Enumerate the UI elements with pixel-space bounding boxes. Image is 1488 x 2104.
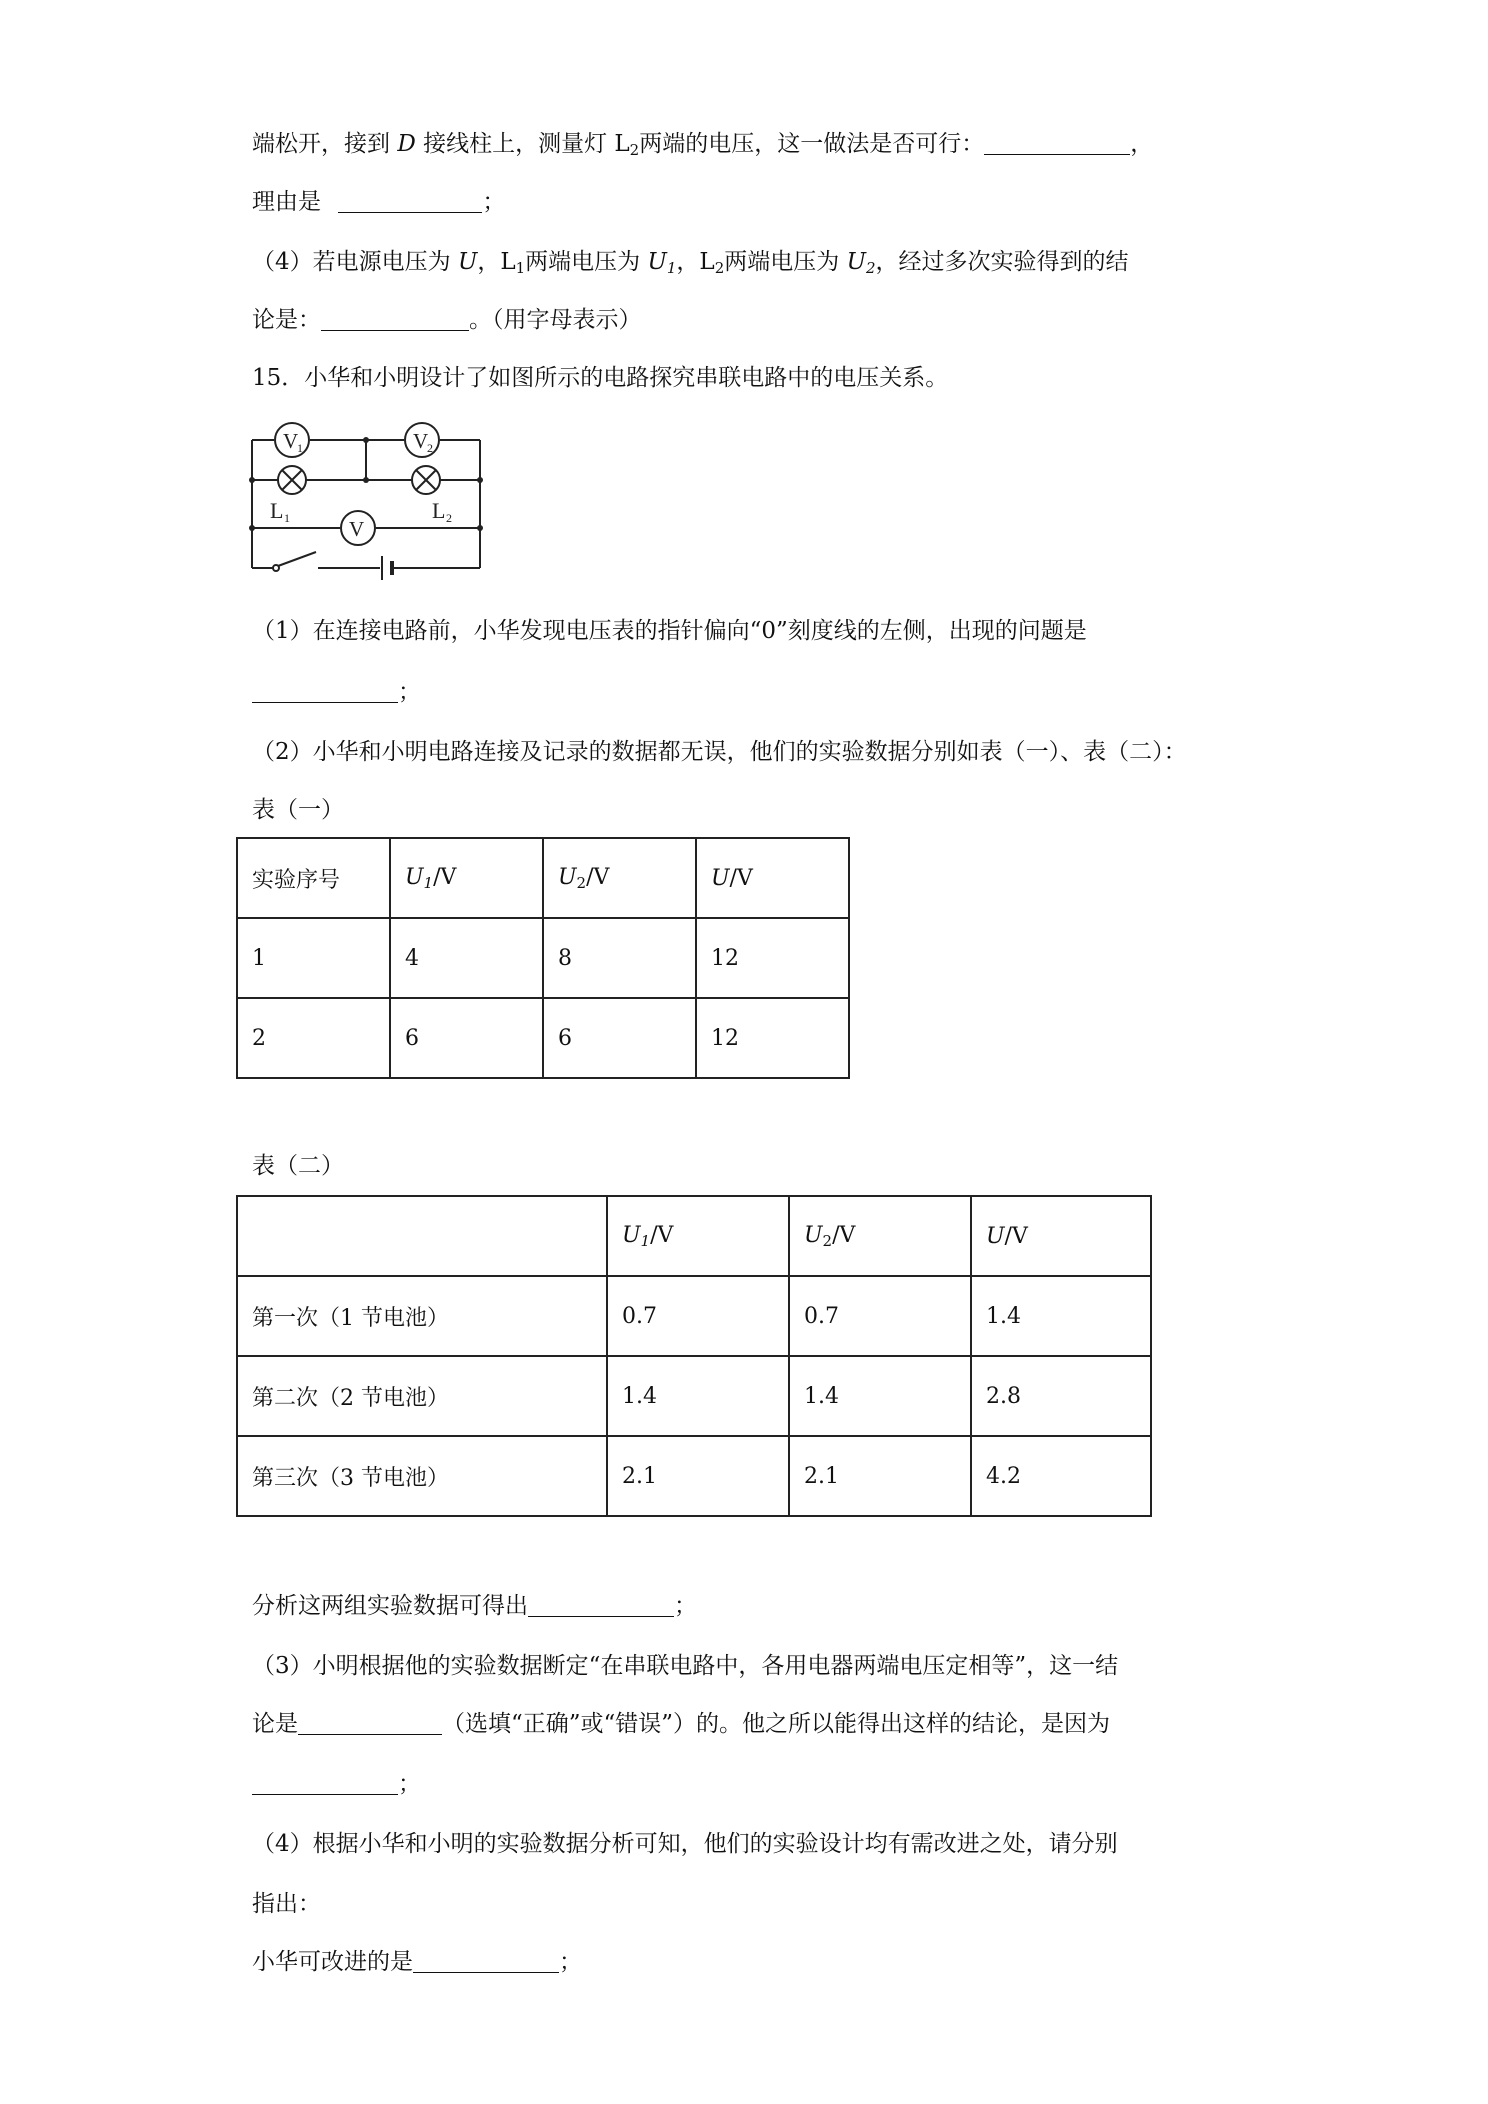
- svg-text:2: 2: [446, 511, 452, 525]
- lamp-l2-icon: [412, 466, 440, 494]
- q14-line2: 理由是 ；: [252, 189, 506, 215]
- table-1: [236, 837, 850, 1079]
- q14-part4: （4）若电源电压为 U，$L_1$两端电压为 $U_1$，$L_2$两端电压为 $U_2$，经过多次实验得到的结: [252, 249, 1129, 277]
- lamp-l1-icon: [278, 466, 306, 494]
- table-row: 第一次（1 节电池） 0.7 0.7 1.4: [237, 1276, 1151, 1356]
- answer-blank-correctness[interactable]: [298, 1710, 442, 1735]
- table-row: $U_1/V$ $U_2/V$ U/V: [237, 1196, 1151, 1276]
- q14-part4-line2: 论是： 。（用字母表示）: [252, 307, 642, 333]
- table-2: [236, 1195, 1152, 1517]
- answer-blank-pointer[interactable]: [252, 678, 398, 703]
- svg-text:1: 1: [297, 441, 303, 455]
- table-row: 第三次（3 节电池） 2.1 2.1 4.2: [237, 1436, 1151, 1516]
- circuit-diagram: [248, 418, 488, 588]
- voltmeter-v1: [275, 423, 309, 457]
- answer-blank-xiaohua[interactable]: [413, 1948, 559, 1973]
- q15-part2: （2）小华和小明电路连接及记录的数据都无误，他们的实验数据分别如表（一）、表（二）：: [252, 739, 1187, 765]
- q15-part3-line3: ；: [252, 1768, 421, 1800]
- table-row: 2 6 6 12: [237, 998, 849, 1078]
- voltmeter-v: [341, 511, 375, 545]
- table1-caption: 表（一）: [252, 797, 344, 823]
- answer-blank-feasible[interactable]: [984, 130, 1130, 155]
- voltmeter-v2: [405, 423, 439, 457]
- q15-analysis: 分析这两组实验数据可得出 ；: [252, 1593, 697, 1619]
- q15-part1-line2: ；: [252, 676, 421, 708]
- q15-part3-line2: 论是 （选填“正确”或“错误”）的。他之所以能得出这样的结论，是因为: [252, 1711, 1111, 1737]
- q15-part4: （4）根据小华和小明的实验数据分析可知，他们的实验设计均有需改进之处，请分别: [252, 1831, 1118, 1857]
- svg-text:2: 2: [427, 441, 433, 455]
- table-row: 1 4 8 12: [237, 918, 849, 998]
- answer-blank-analysis[interactable]: [528, 1592, 674, 1617]
- table-row: 第二次（2 节电池） 1.4 1.4 2.8: [237, 1356, 1151, 1436]
- table2-caption: 表（二）: [252, 1153, 344, 1179]
- svg-text:V: V: [283, 429, 299, 453]
- q15-part4-line3: 小华可改进的是 ；: [252, 1949, 582, 1975]
- table-row: 实验序号 $U_1/V$ $U_2/V$ U/V: [237, 838, 849, 918]
- q15-part1: （1）在连接电路前，小华发现电压表的指针偏向“0”刻度线的左侧，出现的问题是: [252, 618, 1087, 644]
- q15-title: 15．小华和小明设计了如图所示的电路探究串联电路中的电压关系。: [252, 365, 949, 391]
- answer-blank-because[interactable]: [252, 1770, 398, 1795]
- svg-text:1: 1: [284, 511, 290, 525]
- q14-line1: 端松开，接到 D 接线柱上，测量灯 $L_2$两端的电压，这一做法是否可行： ，: [252, 131, 1154, 159]
- svg-text:V: V: [349, 517, 365, 541]
- label-l2: L: [432, 498, 446, 523]
- answer-blank-reason[interactable]: [338, 188, 482, 213]
- q15-part3: （3）小明根据他的实验数据断定“在串联电路中，各用电器两端电压定相等”，这一结: [252, 1653, 1119, 1679]
- label-l1: L: [270, 498, 284, 523]
- q15-part4-line2: 指出：: [252, 1891, 321, 1917]
- answer-blank-conclusion[interactable]: [321, 306, 469, 331]
- svg-text:V: V: [413, 429, 429, 453]
